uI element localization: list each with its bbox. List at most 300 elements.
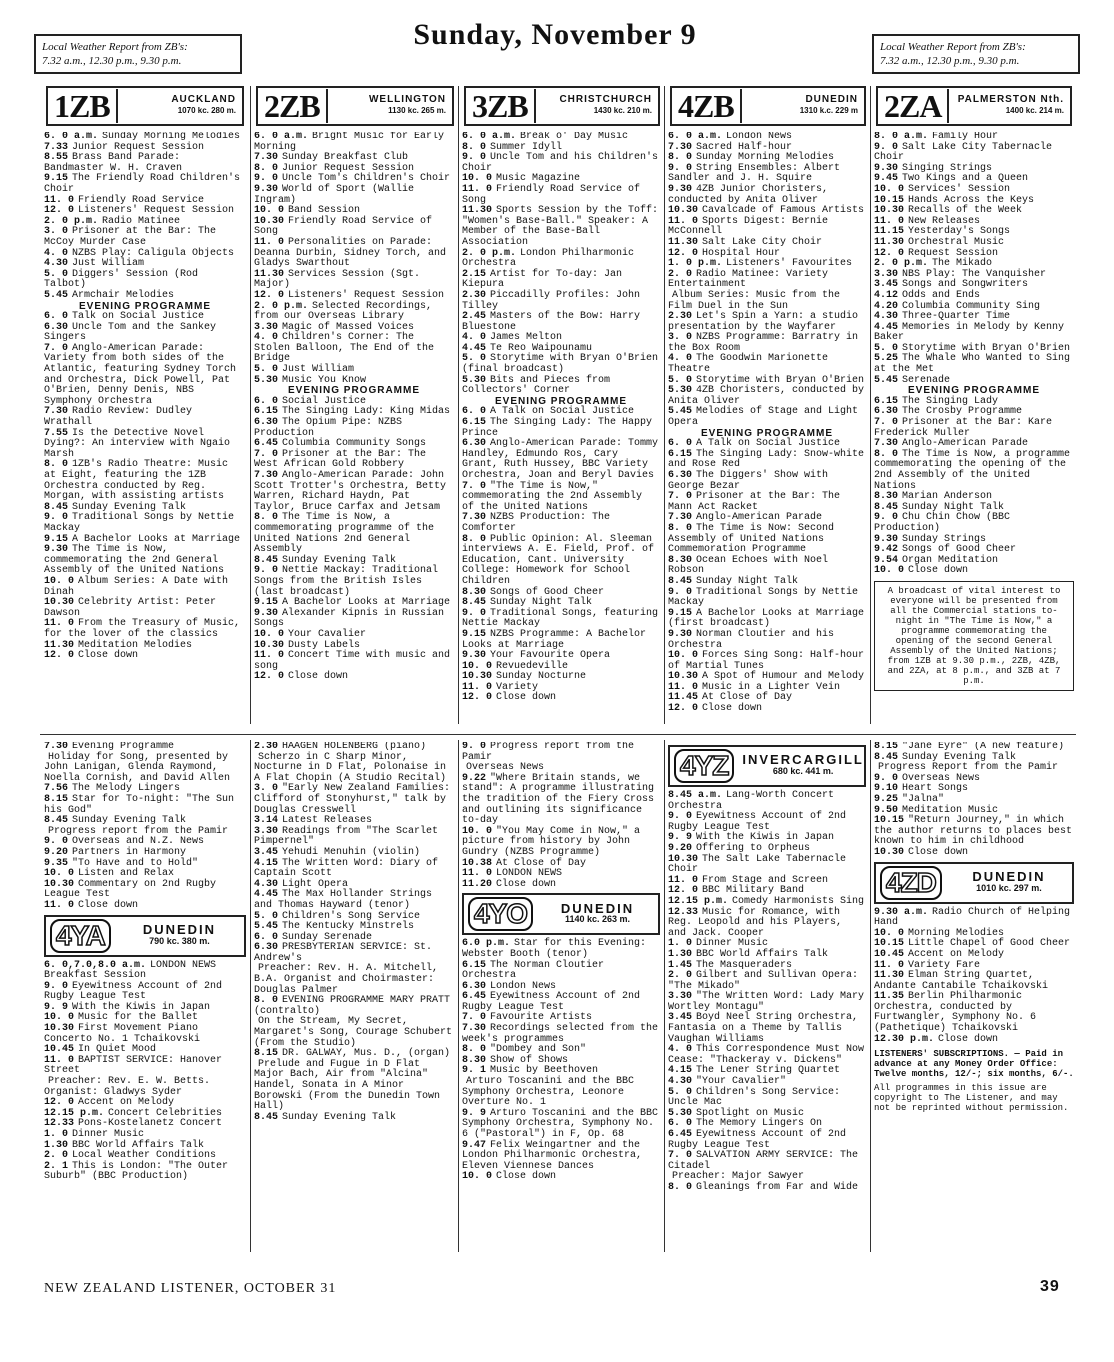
programme-time: 10.30	[668, 671, 699, 683]
programme-title: Salt Lake City Choir	[702, 236, 823, 248]
programme-time: 9.35	[44, 857, 69, 869]
programme-item	[462, 992, 660, 1013]
programme-time: 2.30	[254, 742, 279, 752]
programme-title: Cavalcade of Famous Artists	[702, 205, 865, 217]
programme-time: 9. 0	[44, 980, 69, 992]
programme-title: Storytime with Bryan O'Brien	[696, 374, 865, 386]
programme-time: 8. 0	[668, 152, 693, 164]
programme-time: 9. 9	[44, 1001, 69, 1013]
programme-time: 6.30	[254, 417, 279, 429]
programme-time: 4.30	[874, 311, 899, 323]
programme-title: Heart Songs	[902, 783, 969, 795]
programme-item	[668, 312, 866, 333]
programme-item	[462, 535, 660, 588]
programme-time: 9.22	[462, 772, 487, 784]
programme-time: 8.30	[874, 491, 899, 503]
programme-time: 12. 0	[874, 247, 905, 259]
programme-time: 10.45	[44, 1044, 75, 1056]
programme-title: Personalities on Parade: Deanna Durbin, Sidney Torch, and Gladys Swarthout	[254, 236, 447, 270]
programme-item	[254, 784, 454, 816]
programme-time: 11. 0	[254, 650, 285, 662]
schedule-4zd	[874, 908, 1074, 1046]
programme-item	[462, 693, 660, 704]
programme-item	[668, 908, 866, 940]
programme-time: 11. 0	[462, 183, 493, 195]
programme-time: 5.45	[874, 374, 899, 386]
station-city: PALMERSTON Nth.	[957, 94, 1064, 106]
programme-title: The Written Word: Diary of Captain Scott	[254, 857, 439, 880]
page-number: 39	[1040, 1278, 1060, 1295]
programme-title: Close down	[702, 703, 763, 715]
programme-title: NZBS Play: Caligula Objects	[72, 247, 235, 259]
programme-time: 3.45	[254, 846, 279, 858]
programme-time: 12.33	[44, 1118, 75, 1130]
programme-time: 8.15	[254, 1048, 279, 1060]
programme-time: 6. 0	[462, 406, 487, 418]
programme-title: Selected Recordings, from our Overseas Library	[254, 300, 433, 323]
programme-title: "The Written Word: Lady Mary Wortley Montagu"	[668, 991, 865, 1013]
programme-item	[462, 354, 660, 375]
programme-title: Show of Shows	[490, 1054, 569, 1066]
programme-time: 9. 0	[668, 586, 693, 598]
subscriptions-notice: LISTENERS' SUBSCRIPTIONS. — Paid in advance at any Money Order Office: Twelve months, 12/-; six months, 6/-.	[874, 1049, 1074, 1080]
station-callsign: 3ZB	[472, 89, 536, 123]
programme-item	[44, 407, 246, 428]
programme-title: Star for To-night: "The Sun his God"	[44, 793, 235, 816]
programme-title: BBC World Affairs Talk	[696, 948, 829, 960]
programme-item	[462, 609, 660, 630]
programme-time: 4.30	[44, 258, 69, 270]
programme-item	[254, 302, 454, 323]
section-heading: EVENING PROGRAMME	[700, 427, 833, 439]
programme-title: Anglo-American Parade	[902, 438, 1029, 450]
programme-time: 10.30	[668, 853, 699, 865]
programme-title: Dinner Music	[72, 1129, 145, 1140]
programme-title: Meditation Melodies	[78, 639, 193, 651]
programme-title: The Kentucky Minstrels	[282, 921, 415, 933]
programme-time: 10. 0	[44, 575, 75, 587]
programme-time: 11.30	[668, 236, 699, 248]
programme-title: Eyewitness Account of 2nd Rugby League Test	[44, 980, 223, 1003]
programme-title: Te Reo Waipounamu	[490, 342, 593, 354]
programme-title: Storytime with Bryan O'Brien (final broadcast)	[462, 353, 659, 376]
programme-title: Eyewitness Account of 2nd Rugby League Test	[668, 811, 847, 833]
programme-time: 2. 0	[668, 970, 693, 982]
station-header	[876, 86, 1072, 126]
programme-time: 2. 1	[44, 1160, 69, 1172]
programme-title: Friendly Road Service	[78, 194, 205, 206]
programme-title: Gilbert and Sullivan Opera: "The Mikado"	[668, 970, 859, 992]
programme-time: 12.15 p.m.	[668, 895, 729, 907]
station-callsign: 4YA	[50, 919, 111, 953]
programme-title: At Close of Day	[496, 857, 587, 869]
programme-time: 6. 0	[668, 1118, 693, 1130]
programme-title: Concert Celebrities	[108, 1107, 223, 1119]
programme-time: 10.30	[874, 205, 905, 217]
programme-item	[44, 795, 246, 816]
programme-time: 8. 0 a.m.	[874, 132, 929, 142]
programme-title: Band Session	[288, 205, 361, 217]
programme-item	[44, 753, 246, 785]
programme-item	[668, 1088, 866, 1109]
programme-item	[874, 566, 1074, 577]
programme-item	[462, 291, 660, 312]
programme-time: 9.30	[254, 183, 279, 195]
programme-time: 4.45	[874, 321, 899, 333]
programme-time: 9. 1	[462, 1065, 487, 1077]
programme-item	[668, 971, 866, 992]
programme-item	[668, 704, 866, 715]
programme-title: The Lener String Quartet	[696, 1065, 841, 1077]
weather-line: Local Weather Report from ZB's:	[42, 41, 188, 53]
programme-item	[668, 185, 866, 206]
programme-item	[462, 827, 660, 859]
station-callsign: 1ZB	[54, 89, 118, 123]
programme-item	[254, 333, 454, 365]
programme-title: Commentary on 2nd Rugby League Test	[44, 878, 217, 901]
station-city: CHRISTCHURCH	[559, 94, 652, 106]
programme-title: Accent on Melody	[908, 948, 1005, 960]
programme-item	[462, 1024, 660, 1045]
programme-title: Radio Church of Helping Hand	[874, 906, 1071, 929]
programme-time: 6. 0 a.m.	[462, 132, 517, 142]
programme-title: Artist for To-day: Jan Kiepura	[462, 268, 623, 291]
programme-title: Just William	[72, 258, 145, 270]
programme-time: 6. 0,7.0,8.0 a.m.	[44, 959, 147, 971]
programme-title: BAPTIST SERVICE: Hanover Street	[44, 1054, 223, 1077]
programme-time: 10. 0	[462, 660, 493, 672]
programme-item	[44, 323, 246, 344]
programme-time: 9.30	[44, 544, 69, 556]
programme-item	[44, 291, 246, 302]
programme-time: 8.45	[254, 1111, 279, 1123]
programme-title: Hands Across the Keys	[908, 194, 1035, 206]
programme-item	[254, 827, 454, 848]
programme-title: Local Weather Conditions	[72, 1150, 217, 1162]
programme-time: 10. 0	[44, 1012, 75, 1024]
programme-title: Hospital Hour	[702, 247, 781, 259]
copyright-notice: All programmes in this issue are copyright to The Listener, and may not be reprinted without permission.	[874, 1083, 1069, 1114]
programme-time: 8.45	[874, 751, 899, 763]
programme-time: 9. 0	[874, 772, 899, 784]
programme-title: The Crosby Programme	[902, 406, 1023, 418]
programme-title: Offering to Orpheus	[696, 842, 811, 854]
programme-time: 6.15	[668, 448, 693, 460]
programme-title: "Jane Eyre" (A new feature)	[902, 742, 1065, 752]
programme-title: Close down	[78, 650, 139, 662]
programme-title: 4ZB Junior Choristers, conducted by Anita Oliver	[668, 183, 829, 206]
programme-item	[874, 992, 1074, 1034]
programme-time: 5. 0	[462, 353, 487, 365]
programme-item	[462, 939, 660, 960]
programme-title: Organ Meditation	[902, 554, 999, 566]
programme-title: Friendly Road Service of Song	[254, 215, 433, 238]
programme-time: 9.15	[44, 533, 69, 545]
programme-title: Memories in Melody by Kenny Baker	[874, 321, 1065, 344]
programme-time: 5.30	[254, 374, 279, 386]
weather-line: Local Weather Report from ZB's:	[880, 41, 1026, 53]
programme-title: Summer Idyll	[490, 141, 563, 153]
programme-title: Preacher: Rev. E. W. Betts. Organist: Gladwys Syder	[44, 1076, 211, 1098]
programme-title: With the Kiwis in Japan	[696, 832, 835, 844]
programme-time: 4.30	[668, 1076, 693, 1088]
station-frequency: 1400 kc. 214 m.	[1005, 106, 1064, 115]
programme-title: Sunday Breakfast Club	[282, 152, 409, 164]
programme-time: 9. 0	[44, 512, 69, 524]
programme-time: 11.30	[874, 970, 905, 982]
programme-item	[668, 1045, 866, 1066]
programme-time: 8.15	[44, 793, 69, 805]
page-title: Sunday, November 9	[413, 18, 697, 51]
programme-title: Music You Know	[282, 374, 367, 386]
programme-title: Progress report from the Pamir	[48, 825, 229, 837]
programme-title: Junior Request Session	[282, 162, 415, 174]
programme-time: 9.20	[44, 846, 69, 858]
programme-title: Norman Cloutier and his Orchestra	[668, 628, 835, 651]
programme-time: 5.30	[668, 385, 693, 397]
programme-item	[462, 774, 660, 827]
programme-title: The Max Hollander Strings and Thomas Hayward (tenor)	[254, 889, 433, 911]
programme-title: A Bachelor Looks at Marriage	[282, 597, 451, 609]
programme-title: Variety Fare	[908, 959, 981, 971]
programme-title: Public Opinion: Al. Sleeman interviews A. E. Field, Prof. of Education, Cant. University College: Homework for School Children	[462, 533, 655, 587]
programme-item	[254, 1017, 454, 1049]
programme-title: Children's Song Service: Uncle Mac	[668, 1086, 841, 1109]
programme-title: Light Opera	[282, 878, 349, 890]
programme-title: Berlin Philharmonic Orchestra, conducted by Furtwangler, Symphony No. 6 (Pathetique) Tchaikovski	[874, 991, 1037, 1035]
programme-title: The Masqueraders	[696, 959, 793, 971]
programme-item	[874, 354, 1074, 375]
programme-time: 8.30	[668, 554, 693, 566]
programme-title: Music for the Ballet	[78, 1012, 199, 1024]
programme-item	[874, 418, 1074, 439]
programme-title: BBC Military Band	[702, 885, 805, 897]
programme-title: NZBS Production: The Comforter	[462, 512, 611, 534]
programme-title: "Jalna"	[902, 793, 945, 805]
programme-time: 9. 9	[462, 1107, 487, 1119]
programme-time: 12. 0	[254, 289, 285, 301]
programme-time: 5.25	[874, 353, 899, 365]
programme-item	[44, 641, 246, 652]
programme-title: Traditional Songs by Nettie Mackay	[44, 512, 235, 534]
programme-title: Recalls of the Week	[908, 205, 1023, 217]
programme-title: Sunday Evening Talk	[282, 554, 397, 566]
programme-title: Storytime with Bryan O'Brien	[902, 342, 1071, 354]
programme-time: 8.30	[462, 1054, 487, 1066]
schedule-lower-col2	[254, 742, 454, 1262]
programme-item	[254, 1060, 454, 1113]
programme-time: 8.45	[874, 501, 899, 513]
schedule-lower-col5	[874, 742, 1074, 1262]
programme-item	[668, 471, 866, 492]
programme-title: Request Session	[908, 247, 999, 259]
programme-title: The Norman Cloutier Orchestra	[462, 959, 605, 982]
programme-time: 8. 0	[254, 512, 279, 524]
programme-item	[668, 630, 866, 651]
programme-title: The Singing Lady	[902, 395, 999, 407]
programme-time: 12.30 p.m.	[874, 1033, 935, 1045]
programme-title: DR. GALWAY, Mus. D., (organ)	[282, 1048, 451, 1060]
programme-title: Overseas and N.Z. News	[72, 836, 205, 848]
station-city: DUNEDIN	[142, 921, 217, 937]
station-header	[464, 86, 660, 126]
programme-time: 5.45	[254, 921, 279, 933]
station-header	[46, 86, 244, 126]
programme-title: "Where Britain stands, we stand": A programme illustrating the tradition of the Fiery Cross and outlining its significance to-day	[462, 772, 655, 827]
section-heading: EVENING PROGRAMME	[78, 300, 211, 312]
programme-title: Accent on Melody	[78, 1097, 175, 1109]
programme-time: 3. 0	[44, 226, 69, 238]
station-logo-4yz	[668, 745, 866, 787]
programme-title: Close down	[496, 878, 557, 890]
programme-title: Progress report from the Pamir	[462, 742, 635, 763]
programme-title: Close down	[496, 1171, 557, 1183]
programme-item	[874, 908, 1074, 929]
programme-item	[462, 513, 660, 534]
programme-title: Serenade	[902, 374, 951, 386]
programme-title: "You May Come in Now," a picture from history by John Gundry (NZBS Programme)	[462, 825, 641, 858]
programme-title: From Stage and Screen	[702, 874, 829, 886]
programme-title: Preacher: Major Sawyer	[672, 1171, 805, 1183]
programme-title: Friendly Road Service of Song	[462, 183, 641, 206]
programme-time: 8.15	[874, 742, 899, 752]
programme-title: The Time is Now: Second Assembly of United Nations Commemoration Programme	[668, 522, 835, 556]
programme-time: 9.30	[462, 650, 487, 662]
programme-title: "Dombey and Son"	[490, 1044, 587, 1056]
programme-title: The Singing Lady: King Midas	[282, 406, 451, 418]
programme-time: 9. 0	[668, 811, 693, 823]
programme-title: Anglo-American Parade: Variety from both sides of the Atlantic, featuring Sydney Torch and Orchestra, Dick Powell, Pat O'Brien, Denny Denis, NBS Symphony Orchestra	[44, 342, 237, 407]
programme-title: Dusty Labels	[288, 639, 361, 651]
programme-time: 2. 0 p.m.	[44, 215, 99, 227]
programme-title: Close down	[496, 692, 557, 704]
programme-title: Arturo Toscanini and the BBC Symphony Orchestra, Leonore Overture No. 1	[462, 1076, 635, 1109]
programme-time: 8.45	[462, 597, 487, 609]
programme-item	[254, 217, 454, 238]
programme-item	[668, 164, 866, 185]
programme-title: Uncle Tom and the Sankey Singers	[44, 321, 217, 344]
programme-item	[462, 1077, 660, 1109]
programme-time: 2.30	[668, 311, 693, 323]
programme-time: 8.45	[254, 554, 279, 566]
programme-title: The Whale Who Wanted to Sing at the Met	[874, 353, 1071, 376]
programme-time: 7.30	[462, 512, 487, 524]
programme-time: 4. 0	[668, 353, 693, 365]
programme-time: 9. 0	[254, 173, 279, 185]
programme-time: 4.15	[254, 857, 279, 869]
programme-time: 5.45	[44, 289, 69, 301]
programme-time: 7.55	[44, 427, 69, 439]
programme-time: 11.30	[44, 639, 75, 651]
programme-title: LONDON NEWS Breakfast Session	[44, 959, 217, 982]
programme-item	[462, 249, 660, 270]
programme-time: 11.35	[874, 991, 905, 1003]
programme-item	[874, 513, 1074, 534]
programme-time: 10.30	[668, 205, 699, 217]
programme-time: 3.30	[254, 321, 279, 333]
station-header	[256, 86, 454, 126]
programme-time: 6.15	[874, 395, 899, 407]
programme-item	[254, 753, 454, 785]
programme-item	[462, 1141, 660, 1173]
programme-time: 5. 0	[668, 1086, 693, 1098]
programme-title: Elman String Quartet, Andante Cantabile Tchaikovski	[874, 970, 1049, 992]
programme-title: Sunday Night Talk	[696, 575, 799, 587]
programme-title: In Quiet Mood	[78, 1044, 157, 1056]
programme-time: 9.15	[44, 173, 69, 185]
programme-time: 11. 0	[668, 681, 699, 693]
programme-title: 1ZB's Radio Theatre: Music at Eight, featuring the 1ZB Orchestra conducted by Reg. Morgan, with assisting artists	[44, 459, 229, 503]
programme-time: 4.12	[874, 289, 899, 301]
programme-title: The Singing Lady: Snow-white and Rose Red	[668, 448, 865, 471]
programme-title: HAAGEN HOLENBERG (piano)	[282, 742, 427, 752]
programme-title: Sunday Evening Talk	[902, 751, 1017, 763]
programme-time: 7. 0	[462, 480, 487, 492]
programme-title: Yesterday's Songs	[908, 226, 1011, 238]
programme-title: Celebrity Artist: Peter Dawson	[44, 597, 217, 619]
programme-time: 8. 0	[668, 522, 693, 534]
programme-time: 9.42	[874, 544, 899, 556]
programme-time: 12.33	[668, 906, 699, 918]
programme-item	[668, 492, 866, 513]
programme-title: BBC World Affairs Talk	[72, 1139, 205, 1151]
programme-time: 6.15	[462, 417, 487, 429]
schedule-2za	[874, 132, 1074, 728]
programme-title: Brass Band Parade: Bandmaster W. H. Craven	[44, 152, 183, 174]
programme-time: 5. 0	[668, 374, 693, 386]
programme-title: Traditional Songs, featuring Nettie Mackay	[462, 607, 659, 630]
programme-item	[462, 270, 660, 291]
programme-time: 9.30	[668, 183, 693, 195]
programme-time: 5.30	[668, 1107, 693, 1119]
programme-time: 10.15	[874, 194, 905, 206]
programme-item	[254, 513, 454, 555]
programme-time: 7.56	[44, 783, 69, 795]
programme-item	[254, 890, 454, 911]
programme-time: 10. 0	[462, 1171, 493, 1183]
programme-title: Album Series: A Date with Dinah	[44, 575, 229, 598]
programme-item	[668, 1183, 866, 1194]
programme-time: 9.30	[874, 162, 899, 174]
programme-item	[44, 598, 246, 619]
programme-time: 10. 0	[462, 173, 493, 185]
programme-item	[254, 1113, 454, 1124]
programme-title: Preacher: Rev. H. A. Mitchell, B.A. Organist and Choirmaster: Douglas Palmer	[254, 963, 439, 996]
programme-item	[254, 651, 454, 672]
programme-title: From the Treasury of Music, for the lover of the classics	[44, 618, 241, 640]
programme-time: 11.20	[462, 878, 493, 890]
programme-time: 7. 0	[874, 417, 899, 429]
programme-item	[668, 791, 866, 812]
schedule-4yz	[668, 791, 866, 1194]
programme-time: 9. 0	[874, 141, 899, 153]
station-callsign: 4YZ	[674, 749, 734, 783]
programme-title: Sunday Strings	[902, 533, 987, 545]
programme-time: 1. 0	[44, 1129, 69, 1140]
programme-time: 7.33	[44, 141, 69, 153]
programme-time: 7. 0	[668, 1150, 693, 1162]
programme-time: 6.45	[254, 438, 279, 450]
programme-item	[44, 982, 246, 1003]
programme-title: Sports Digest: Bernie McConnell	[668, 215, 829, 238]
schedule-1zb	[44, 132, 246, 728]
programme-time: 11.30	[462, 205, 493, 217]
programme-time: 7. 0	[668, 491, 693, 503]
programme-title: Anglo-American Parade: John Scott Trotter's Orchestra, Betty Warren, Richard Haydn, Pat Taylor, Bruce Carfax and Jetsam	[254, 470, 447, 513]
programme-time: 7.30	[44, 742, 69, 752]
weather-line: 7.32 a.m., 12.30 p.m., 9.30 p.m.	[42, 55, 182, 67]
programme-title: London Philharmonic Orchestra	[462, 247, 635, 270]
